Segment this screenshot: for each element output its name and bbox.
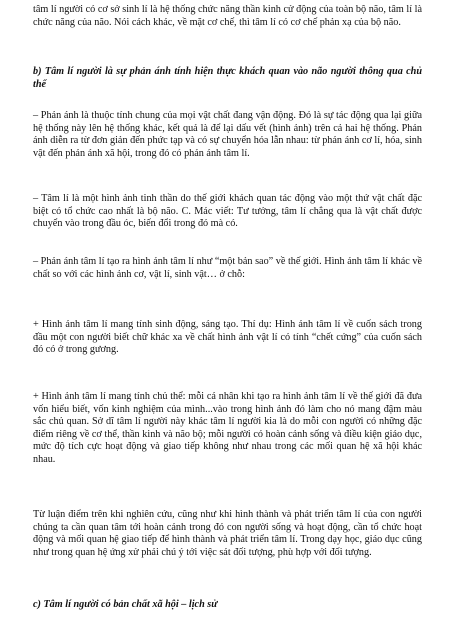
section-heading-c: c) Tâm lí người có bản chất xã hội – lịch sử bbox=[33, 599, 218, 610]
paragraph-conclusion: Từ luận điểm trên khi nghiên cứu, cũng như khi hình thành và phát triển tâm lí của con người chúng ta cần quan tâm tới hoàn cảnh trong đó con người sống và hoạt động, cần tổ chức hoạt động và mối quan hệ giao tiếp để hình thành và phát triển tâm lí. Trong dạy học, giáo dục cũng như trong quan hệ ứng xử phải chú ý tới việc sát đối tượng, phù hợp với đối tượng. bbox=[33, 509, 422, 558]
paragraph-copy-of-world: – Phản ánh tâm lí tạo ra hình ảnh tâm lí như “một bản sao” về thế giới. Hình ảnh tâm lí khác về chất so với các hình ảnh cơ, vật lí, sinh vật… ở chỗ: bbox=[33, 256, 422, 280]
paragraph-subjective: + Hình ảnh tâm lí mang tính chủ thể: mỗi cá nhân khi tạo ra hình ảnh tâm lí về thế giới đã đưa vốn hiểu biết, vốn kinh nghiệm của mình...vào trong hình ảnh đó làm cho nó mang đậm màu sắc chủ quan. Sở dĩ tâm lí người này khác tâm lí người kia là do mỗi con người có những đặc điểm riêng về cơ thể, thần kinh và não bộ; mỗi người có hoàn cảnh sống và điều kiện giáo dục, mức độ tích cực hoạt động và giao tiếp không như nhau trong các mối quan hệ xã hội khác nhau. bbox=[33, 391, 422, 465]
paragraph-mental-image: – Tâm lí là một hình ảnh tinh thần do thế giới khách quan tác động vào một thứ vật chất đặc biệt có tổ chức cao nhất là bộ não. C. Mác viết: Tư tưởng, tâm lí chẳng qua là vật chất được chuyển vào trong đầu óc, biến đổi trong đó mà có. bbox=[33, 193, 422, 230]
paragraph-vivid-creative: + Hình ảnh tâm lí mang tính sinh động, sáng tạo. Thí dụ: Hình ảnh tâm lí về cuốn sách trong đầu một con người biết chữ khác xa về chất hình ảnh vật lí có tính “chết cứng” của cuốn sách đó có ở trong gương. bbox=[33, 319, 422, 356]
intro-paragraph: tâm lí người có cơ sở sinh lí là hệ thống chức năng thần kinh cử động của toàn bộ não, tâm lí là chức năng của não. Nói cách khác, về mặt cơ chế, thì tâm lí có cơ chế phản xạ của bộ não. bbox=[33, 4, 422, 28]
section-heading-b: b) Tâm lí người là sự phản ánh tính hiện thực khách quan vào não người thông qua chủ thể bbox=[33, 66, 422, 90]
paragraph-reflection: – Phản ánh là thuộc tính chung của mọi vật chất đang vận động. Đó là sự tác động qua lại giữa hệ thống này lên hệ thống khác, kết quả là để lại dấu vết (hình ảnh) trên cả hai hệ thống. Phản ánh diễn ra từ đơn giản đến phức tạp và có sự chuyển hóa lẫn nhau: từ phản ánh cơ lí, hóa, sinh vật đến phản ánh xã hội, trong đó có phản ánh tâm lí. bbox=[33, 110, 422, 159]
